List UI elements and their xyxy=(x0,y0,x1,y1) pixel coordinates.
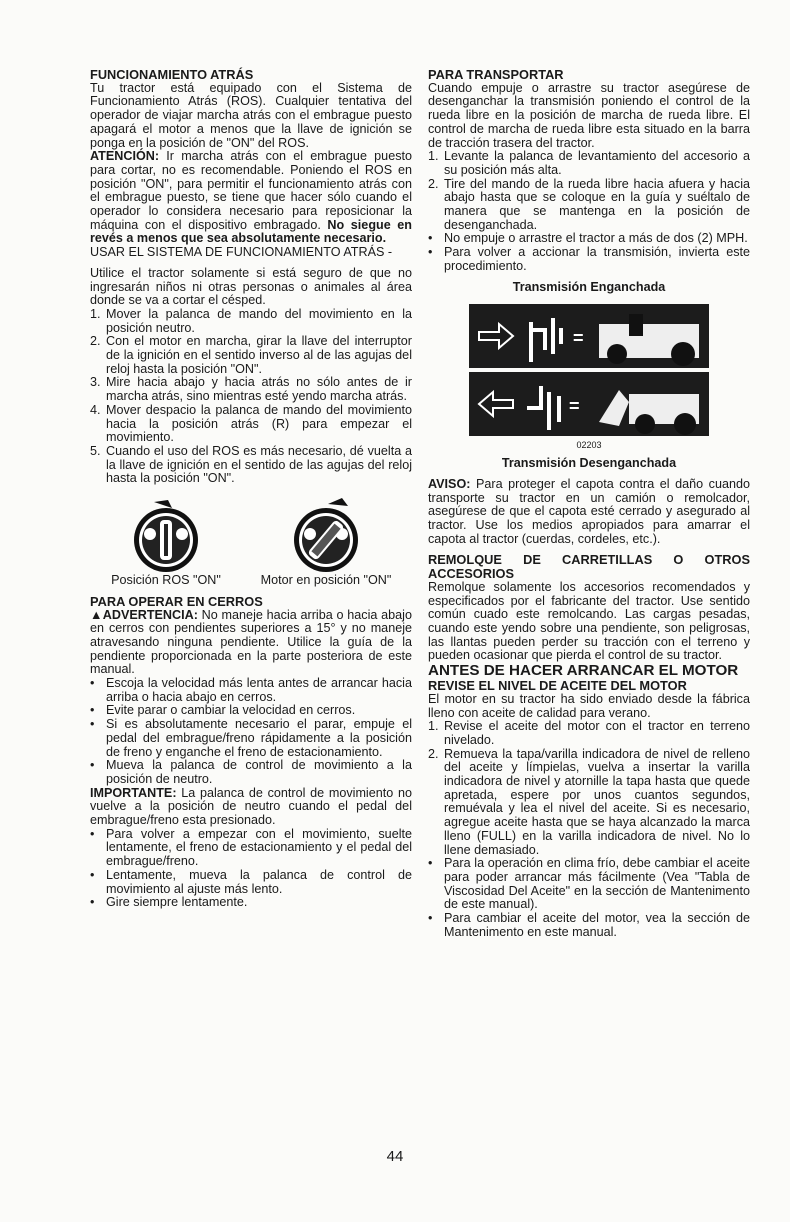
warning-paragraph xyxy=(90,609,412,678)
list-item: • Mueva la palanca de control de movimiento a la posición de neutro. xyxy=(90,758,412,786)
list-item: • Escoja la velocidad más lenta antes de arrancar hacia arriba o hacia abajo en cerros. xyxy=(90,676,412,704)
list-item: • Gire siempre lentamente. xyxy=(90,895,248,910)
list-item: 5. Cuando el uso del ROS es más necesario, dé vuelta a la llave de ignición en el sentido de las agujas del reloj hasta la posición "ON". xyxy=(90,443,412,486)
list-item: • Lentamente, mueva la palanca de control de movimiento al ajuste más lento. xyxy=(90,867,412,896)
figure-code: 02203 xyxy=(576,440,602,451)
list-item: 1. Revise el aceite del motor con el tractor en terreno nivelado. xyxy=(428,719,750,747)
motor-on-figure xyxy=(256,494,396,588)
notice-text: Para proteger el capota contra el daño cuando transporte su tractor en un camión o remolcador, asegúrese de que el capota esté cerrado y asegurado al tractor. Use los medios apropiados para amarrar el capota al tractor (cuerdas, cordeles, etc.). xyxy=(428,476,750,546)
ignition-key-motor-icon xyxy=(274,494,378,574)
ignition-figures xyxy=(96,494,396,588)
important-paragraph xyxy=(90,787,412,828)
important-label: IMPORTANTE: xyxy=(90,785,177,800)
list-item: • Para volver a empezar con el movimiento, suelte lentamente, el freno de estacionamiento y el pedal del embrague/freno. xyxy=(90,826,412,869)
svg-text:=: = xyxy=(569,396,580,417)
list-item: 2. Remueva la tapa/varilla indicadora de nivel de relleno del aceite y límpielas, vuelva a insertar la varilla indicadora de nivel y atornille la tapa hasta que quede apretada, espere por unos cuantos segundos, remuévala y lea el nivel del aceite. Si es necesario, agregue aceite hasta que se haya alcanzado la marca lleno (FULL) en la varilla indicadora de nivel. No lo llene demasiado. xyxy=(428,746,750,857)
warning-label: ADVERTENCIA: xyxy=(102,607,198,622)
important-text: La palanca de control de movimiento no vuelve a la posición de neutro cuando el pedal del embrague/freno esta presionado. xyxy=(90,785,412,828)
disengaged-caption: Transmisión Desenganchada xyxy=(501,456,677,471)
attention-text: Ir marcha atrás con el embrague puesto para cortar, no es recomendable. Poniendo el ROS en posición "ON", para permitir el funcionamiento atrás con el embrague puesto, se tiene que hacer sólo cuando el operador lo considera necesario para reposicionar la máquina con el dispositivo embragado. xyxy=(90,149,412,232)
transmission-figure xyxy=(469,304,709,436)
list-item: 2. Con el motor en marcha, girar la llave del interruptor de la ignición en el sentido inverso al de las agujas del reloj hasta la posición "ON". xyxy=(90,334,412,376)
reverse-paragraph: Tu tractor está equipado con el Sistema de Funcionamiento Atrás (ROS). Cualquier tentativa del operador de viajar marcha atrás con el embrague puesto apagará el motor a menos que la llave de ignición se ponga en la posición de "ON" del ROS. xyxy=(90,80,412,150)
oil-steps xyxy=(428,720,750,939)
towing-paragraph: Remolque solamente los accesorios recomendados y especificados por el fabricante del tractor. Use sentido común cuado este remolcando. Las cargas pesadas, cuando este yendo sobre una pendiente, son peligrosas, las llantas pueden perder su tracción con el terreno y pueden ocasionar que pierda el control de su tractor. xyxy=(428,579,750,663)
list-item: • Para cambiar el aceite del motor, vea la sección de Mantenimento en este manual. xyxy=(428,911,750,939)
disengaged-panel xyxy=(469,372,709,436)
notice-label: AVISO: xyxy=(428,476,471,491)
engaged-caption: Transmisión Enganchada xyxy=(512,279,666,294)
attention-bold: No siegue en revés a menos que sea absolutamente necesario. xyxy=(90,217,412,246)
towing-heading: REMOLQUE DE CARRETILLAS O OTROS ACCESORIOS xyxy=(428,552,750,582)
transport-paragraph: Cuando empuje o arrastre su tractor asegúrese de desenganchar la transmisión poniendo el control de la rueda libre en la posición de marcha de rueda libre. El control de marcha de rueda libre esta situado en la barra de tracción trasera del tractor. xyxy=(428,80,750,150)
slopes-heading: PARA OPERAR EN CERROS xyxy=(90,593,263,609)
list-item: • Evite parar o cambiar la velocidad en cerros. xyxy=(90,703,356,718)
motor-on-caption: Motor en posición "ON" xyxy=(260,573,392,588)
slope-bullets xyxy=(90,677,412,787)
list-item: 2. Tire del mando de la rueda libre hacia afuera y hacia abajo hasta que se coloque en la guía y suéltalo de manera que se mantenga en la posición de desenganchada. xyxy=(428,176,750,232)
tractor-disengaged-icon xyxy=(469,372,709,436)
attention-paragraph xyxy=(90,150,412,246)
use-ros-heading: USAR EL SISTEMA DE FUNCIONAMIENTO ATRÁS - xyxy=(90,245,393,260)
svg-text:=: = xyxy=(573,328,584,349)
page-number: 44 xyxy=(386,1148,404,1165)
tractor-engaged-icon xyxy=(469,304,709,368)
left-column xyxy=(90,68,412,910)
list-item: 3. Mire hacia abajo y hacia atrás no sólo antes de ir marcha atrás, sino mientras esté yendo marcha atrás. xyxy=(90,375,412,404)
right-column xyxy=(428,68,750,939)
list-item: • Para la operación en clima frío, debe cambiar el aceite para poder arrancar más fácilmente (Vea "Tabla de Viscosidad Del Aceite" en la sección de Mantenimento de este manual). xyxy=(428,856,750,912)
list-item: • Para volver a accionar la transmisión, invierta este procedimiento. xyxy=(428,245,750,273)
reverse-heading: FUNCIONAMIENTO ATRÁS xyxy=(90,67,254,82)
before-start-heading: ANTES DE HACER ARRANCAR EL MOTOR xyxy=(428,662,739,680)
use-ros-paragraph: Utilice el tractor solamente si está seguro de que no ingresarán niños ni otras personas o animales al área donde se va a cortar el césped. xyxy=(90,265,412,308)
transport-heading: PARA TRANSPORTAR xyxy=(428,67,564,82)
ignition-key-ros-icon xyxy=(114,494,218,574)
list-item: 1. Mover la palanca de mando del movimiento en la posición neutro. xyxy=(90,306,412,335)
oil-heading: REVISE EL NIVEL DE ACEITE DEL MOTOR xyxy=(428,678,687,694)
transport-steps xyxy=(428,150,750,273)
warning-text: No maneje hacia arriba o hacia abajo en cerros con pendientes superiores a 15° y no maneje atravesando ninguna pendiente. Utilice la guía de la pendiente proporcionada en la parte posteriora de este manual. xyxy=(90,607,412,677)
list-item: • No empuje o arrastre el tractor a más de dos (2) MPH. xyxy=(428,231,748,246)
ros-on-figure xyxy=(96,494,236,588)
list-item: 4. Mover despacio la palanca de mando del movimiento hacia la posición atrás (R) para empezar el movimiento. xyxy=(90,402,412,445)
engaged-panel xyxy=(469,304,709,368)
list-item: • Si es absolutamente necesario el parar, empuje el pedal del embrague/freno rápidamente a la posición de freno y enganche el freno de estacionamiento. xyxy=(90,717,412,759)
list-item: 1. Levante la palanca de levantamiento del accesorio a su posición más alta. xyxy=(428,149,750,177)
ros-on-caption: Posición ROS "ON" xyxy=(111,573,221,588)
notice-paragraph xyxy=(428,478,750,547)
oil-paragraph: El motor en su tractor ha sido enviado desde la fábrica lleno con aceite de calidad para verano. xyxy=(428,691,750,720)
restart-bullets xyxy=(90,828,412,910)
attention-label: ATENCIÓN: xyxy=(90,149,160,164)
warning-triangle-icon: ▲ xyxy=(90,607,103,622)
ros-steps xyxy=(90,308,412,486)
